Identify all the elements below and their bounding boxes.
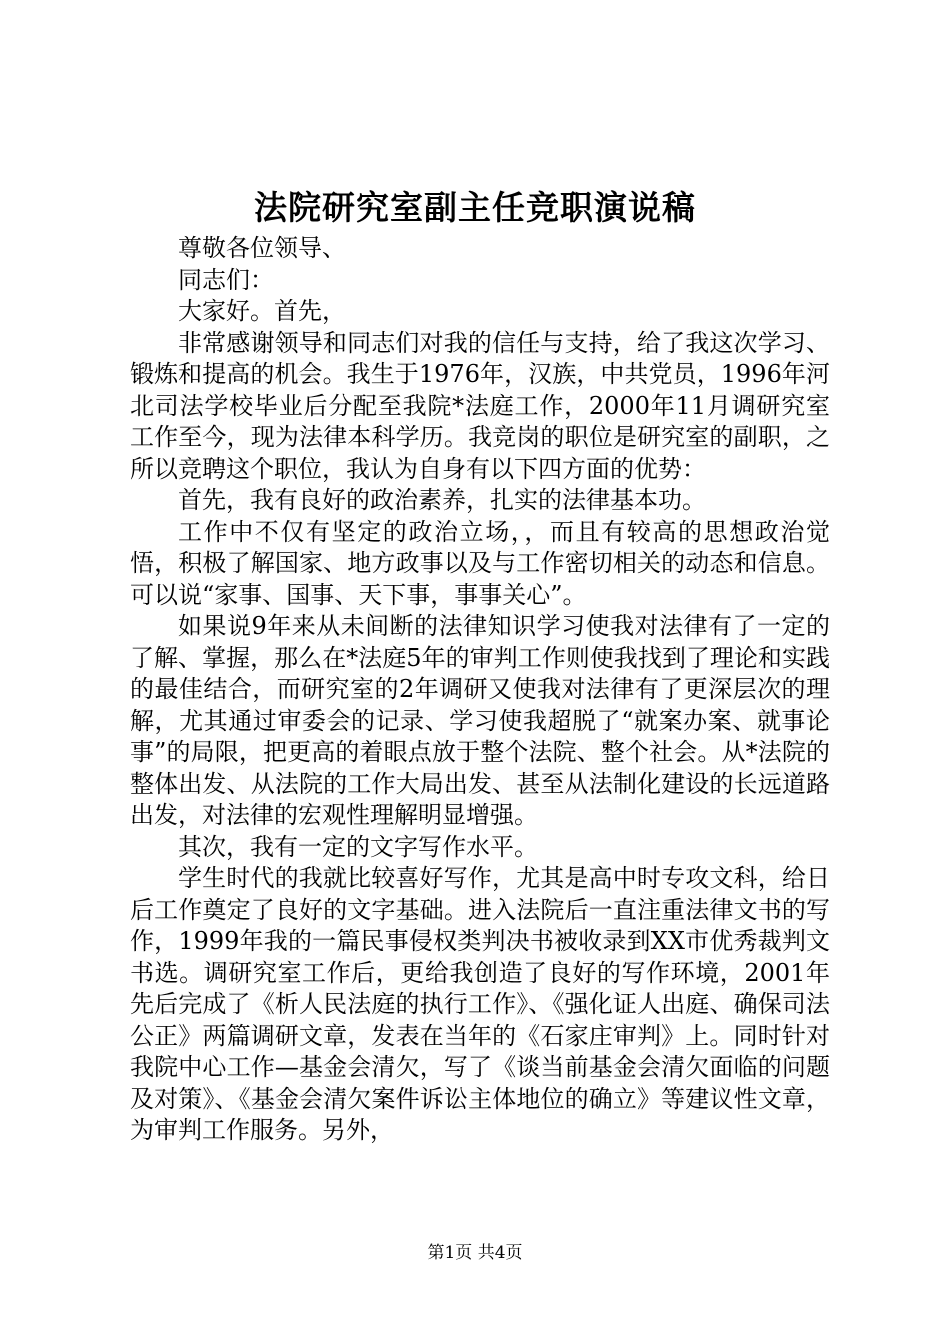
paragraph-point-2-body: 学生时代的我就比较喜好写作，尤其是高中时专攻文科，给日后工作奠定了良好的文字基础。进入法院后一直注重法律文书的写作，1999年我的一篇民事侵权类判决书被收录到XX市优秀裁判文书选。调研究室工作后，更给我创造了良好的写作环境，2001年先后完成了《析人民法庭的执行工作》、《强化证人出庭、确保司法公正》两篇调研文章，发表在当年的《石家庄审判》上。同时针对我院中心工作—基金会清欠，写了《谈当前基金会清欠面临的问题及对策》、《基金会清欠案件诉讼主体地位的确立》等建议性文章，为审判工作服务。另外，: [130, 864, 830, 1144]
paragraph-point-2-heading: 其次，我有一定的文字写作水平。: [178, 832, 538, 861]
document-title: 法院研究室副主任竞职演说稿: [254, 188, 696, 227]
salutation-line-1: 尊敬各位领导、: [178, 234, 346, 262]
salutation-line-2: 同志们：: [178, 265, 274, 294]
document-body: [130, 233, 830, 1147]
paragraph-point-1-heading: 首先，我有良好的政治素养，扎实的法律基本功。: [178, 486, 706, 514]
page-number-footer: 第1页 共4页: [427, 1243, 523, 1263]
paragraph-introduction: 非常感谢领导和同志们对我的信任与支持，给了我这次学习、锻炼和提高的机会。我生于1976年，汉族，中共党员，1996年河北司法学校毕业后分配至我院*法庭工作，2000年11月调研究室工作至今，现为法律本科学历。我竞岗的职位是研究室的副职，之所以竞聘这个职位，我认为自身有以下四方面的优势：: [130, 328, 830, 483]
paragraph-point-1-body-b: 如果说9年来从未间断的法律知识学习使我对法律有了一定的了解、掌握，那么在*法庭5年的审判工作则使我找到了理论和实践的最佳结合，而研究室的2年调研又使我对法律有了更深层次的理解，尤其通过审委会的记录、学习使我超脱了“就案办案、就事论事”的局限，把更高的着眼点放于整个法院、整个社会。从*法院的整体出发、从法院的工作大局出发、甚至从法制化建设的长远道路出发，对法律的宏观性理解明显增强。: [130, 612, 830, 829]
greeting-line: 大家好。首先，: [178, 297, 346, 325]
paragraph-point-1-body-a: 工作中不仅有坚定的政治立场，，而且有较高的思想政治觉悟，积极了解国家、地方政事以及与工作密切相关的动态和信息。可以说“家事、国事、天下事，事事关心”。: [130, 517, 830, 609]
